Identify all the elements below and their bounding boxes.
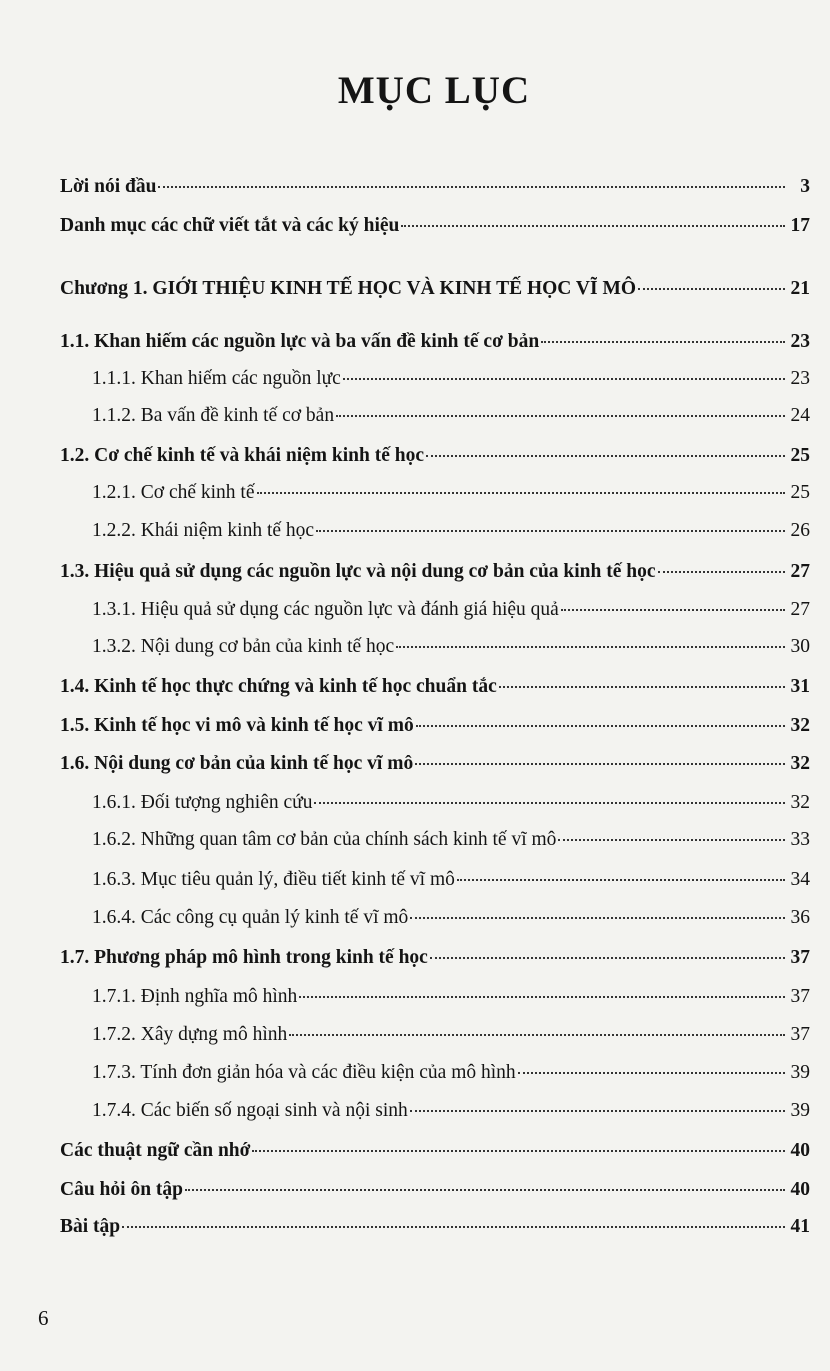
toc-entry-page: 27 — [790, 599, 810, 620]
toc-entry — [60, 174, 810, 200]
toc-entry — [60, 1214, 810, 1240]
toc-entry-page: 24 — [790, 405, 810, 426]
toc-entry-text: 1.2. Cơ chế kinh tế và khái niệm kinh tế học — [60, 445, 425, 466]
toc-entry-page: 23 — [790, 331, 810, 352]
toc-entry-text: Các thuật ngữ cần nhớ — [60, 1140, 251, 1161]
toc-entry-page: 3 — [800, 176, 810, 197]
toc-entry-page: 31 — [790, 676, 810, 697]
toc-entry-page: 39 — [790, 1062, 810, 1083]
toc-entry-text: 1.6.4. Các công cụ quản lý kinh tế vĩ mô — [92, 907, 409, 928]
toc-entry — [60, 443, 810, 469]
toc-entry — [60, 945, 810, 971]
toc-entry — [92, 867, 810, 893]
toc-entry-page: 39 — [790, 1100, 810, 1121]
toc-entry — [92, 518, 810, 544]
dot-leader — [638, 287, 785, 290]
dot-leader — [396, 645, 785, 648]
dot-leader — [343, 377, 785, 380]
page-title: MỤC LỤC — [337, 69, 531, 112]
dot-leader — [410, 916, 785, 919]
toc-entry-text: 1.7.4. Các biến số ngoại sinh và nội sinh — [92, 1100, 408, 1121]
toc-entry-text: 1.1.1. Khan hiếm các nguồn lực — [92, 368, 341, 389]
dot-leader — [558, 838, 785, 841]
toc-entry-text: 1.2.2. Khái niệm kinh tế học — [92, 520, 315, 541]
dot-leader — [426, 454, 785, 457]
toc-entry — [92, 984, 810, 1010]
toc-entry-text: 1.6.3. Mục tiêu quản lý, điều tiết kinh tế vĩ mô — [92, 869, 455, 890]
dot-leader — [541, 340, 785, 343]
toc-entry — [60, 276, 810, 302]
toc-entry — [60, 1177, 810, 1203]
page-number: 6 — [38, 1306, 49, 1330]
dot-leader — [410, 1109, 785, 1112]
toc-entry-page: 23 — [790, 368, 810, 389]
dot-leader — [415, 762, 785, 765]
dot-leader — [401, 224, 785, 227]
dot-leader — [158, 185, 785, 188]
dot-leader — [561, 608, 785, 611]
toc-entry — [92, 366, 810, 392]
toc-entry-page: 25 — [790, 445, 810, 466]
toc-entry-page: 40 — [790, 1179, 810, 1200]
dot-leader — [336, 414, 785, 417]
dot-leader — [122, 1225, 785, 1228]
toc-entry — [60, 559, 810, 585]
dot-leader — [416, 724, 785, 727]
toc-entry-text: Câu hỏi ôn tập — [60, 1179, 183, 1200]
toc-entry — [60, 713, 810, 739]
toc-entry-text: Bài tập — [60, 1216, 121, 1237]
toc-entry-page: 21 — [790, 278, 810, 299]
toc-entry — [60, 751, 810, 777]
toc-entry-text: 1.5. Kinh tế học vi mô và kinh tế học vĩ mô — [60, 715, 414, 736]
dot-leader — [316, 529, 785, 532]
toc-entry-text: 1.7. Phương pháp mô hình trong kinh tế học — [60, 947, 428, 968]
toc-entry — [92, 905, 810, 931]
toc-entry-text: Lời nói đầu — [60, 176, 157, 197]
dot-leader — [430, 956, 785, 959]
dot-leader — [257, 491, 786, 494]
toc-entry-page: 37 — [790, 986, 810, 1007]
toc-entry-page: 37 — [790, 947, 810, 968]
toc-entry-page: 32 — [790, 715, 810, 736]
dot-leader — [185, 1188, 785, 1191]
dot-leader — [252, 1149, 785, 1152]
toc-entry-text: 1.2.1. Cơ chế kinh tế — [92, 482, 255, 503]
toc-entry — [92, 790, 810, 816]
toc-entry-text: 1.3. Hiệu quả sử dụng các nguồn lực và nội dung cơ bản của kinh tế học — [60, 561, 656, 582]
toc-entry-text: 1.1. Khan hiếm các nguồn lực và ba vấn đề kinh tế cơ bản — [60, 331, 540, 352]
toc-entry-page: 40 — [790, 1140, 810, 1161]
dot-leader — [457, 878, 785, 881]
toc-entry-text: 1.7.3. Tính đơn giản hóa và các điều kiện của mô hình — [92, 1062, 516, 1083]
toc-entry-text: 1.1.2. Ba vấn đề kinh tế cơ bản — [92, 405, 335, 426]
toc-entry-page: 41 — [790, 1216, 810, 1237]
dot-leader — [518, 1071, 785, 1074]
toc-entry-page: 36 — [790, 907, 810, 928]
toc-entry-text: 1.7.1. Định nghĩa mô hình — [92, 986, 298, 1007]
dot-leader — [314, 801, 785, 804]
toc-entry-page: 30 — [790, 636, 810, 657]
toc-entry-text: Chương 1. GIỚI THIỆU KINH TẾ HỌC VÀ KINH TẾ HỌC VĨ MÔ — [60, 278, 637, 299]
toc-entry-page: 32 — [790, 753, 810, 774]
toc-entry-page: 25 — [790, 482, 810, 503]
toc-entry-text: 1.4. Kinh tế học thực chứng và kinh tế học chuẩn tắc — [60, 676, 497, 697]
toc-entry — [92, 480, 810, 506]
toc-entry — [92, 597, 810, 623]
toc-entry-text: 1.6.2. Những quan tâm cơ bản của chính sách kinh tế vĩ mô — [92, 829, 557, 850]
dot-leader — [299, 995, 785, 998]
toc-entry-page: 17 — [790, 215, 810, 236]
toc-entry-text: 1.3.1. Hiệu quả sử dụng các nguồn lực và đánh giá hiệu quả — [92, 599, 559, 620]
toc-entry-text: 1.6. Nội dung cơ bản của kinh tế học vĩ mô — [60, 753, 414, 774]
toc-entry — [60, 1138, 810, 1164]
toc-entry — [60, 674, 810, 700]
toc-entry-page: 34 — [790, 869, 810, 890]
toc-entry-page: 37 — [790, 1024, 810, 1045]
toc-entry-text: 1.3.2. Nội dung cơ bản của kinh tế học — [92, 636, 395, 657]
toc-entry — [92, 1060, 810, 1086]
toc-entry-text: Danh mục các chữ viết tắt và các ký hiệu — [60, 215, 400, 236]
toc-entry — [92, 634, 810, 660]
dot-leader — [658, 570, 785, 573]
toc-entry — [92, 1022, 810, 1048]
toc-entry-page: 33 — [790, 829, 810, 850]
toc-entry-page: 27 — [790, 561, 810, 582]
toc-entry — [92, 827, 810, 853]
dot-leader — [289, 1033, 785, 1036]
toc-entry — [60, 329, 810, 355]
toc-entry — [92, 1098, 810, 1124]
dot-leader — [499, 685, 785, 688]
toc-entry — [60, 213, 810, 239]
toc-entry-page: 26 — [790, 520, 810, 541]
toc-entry-text: 1.6.1. Đối tượng nghiên cứu — [92, 792, 313, 813]
toc-entry-text: 1.7.2. Xây dựng mô hình — [92, 1024, 288, 1045]
toc-entry — [92, 403, 810, 429]
toc-entry-page: 32 — [790, 792, 810, 813]
